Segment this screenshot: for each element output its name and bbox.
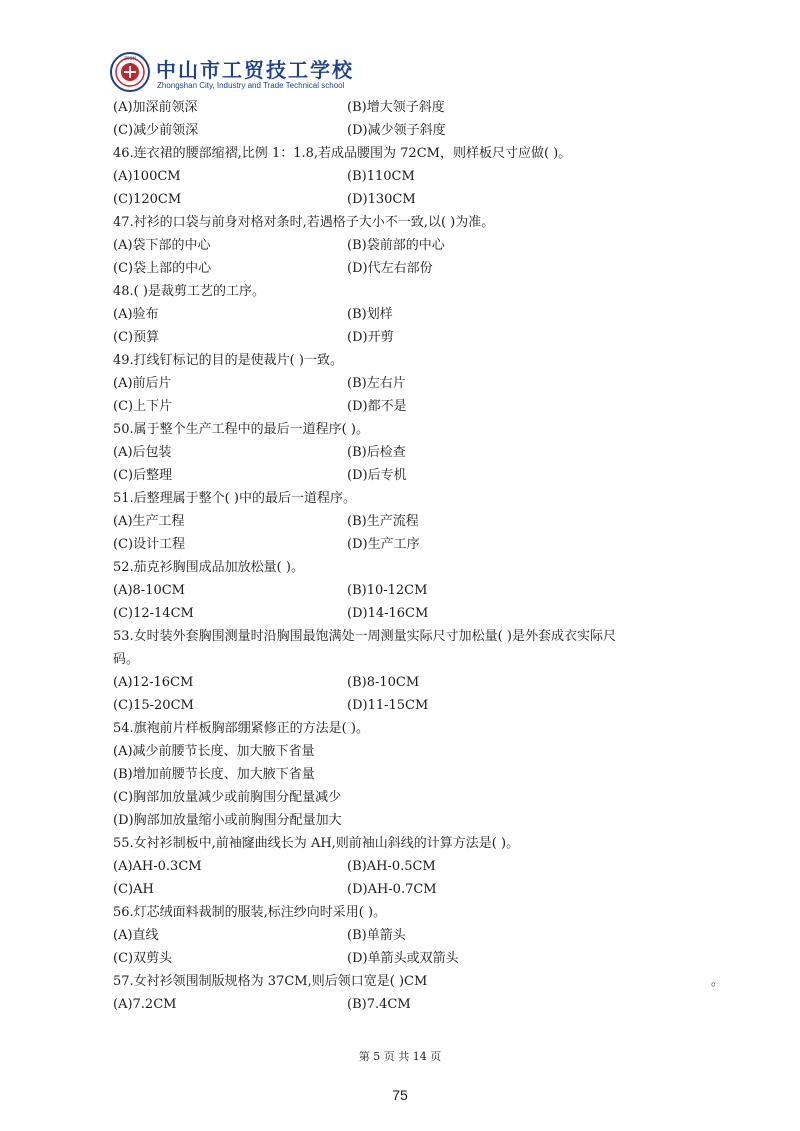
option-left: (C)双剪头 (113, 951, 173, 966)
option-row (113, 234, 703, 257)
page-number: 75 (392, 1087, 408, 1103)
option-row (113, 694, 703, 717)
question-line (113, 211, 703, 234)
question-line (113, 625, 703, 648)
option-row (113, 671, 703, 694)
option-right: (D)130CM (347, 192, 416, 207)
option-row (113, 441, 703, 464)
option-row (113, 993, 703, 1016)
question-text: 50.属于整个生产工程中的最后一道程序( )。 (113, 422, 369, 437)
option-row (113, 602, 703, 625)
option-left: (C)15-20CM (113, 698, 194, 713)
question-line (113, 901, 703, 924)
option-row (113, 257, 703, 280)
option-left: (C)预算 (113, 330, 160, 345)
question-text: 56.灯芯绒面料裁制的服装,标注纱向时采用( )。 (113, 905, 387, 920)
option-row (113, 303, 703, 326)
option-row (113, 924, 703, 947)
question-line (113, 418, 703, 441)
option-row (113, 533, 703, 556)
option-right: (B)8-10CM (347, 675, 420, 690)
option-left: (A)验布 (113, 307, 159, 322)
option-right: (B)单箭头 (347, 928, 406, 943)
question-text: (B)增加前腰节长度、加大腋下省量 (113, 767, 315, 782)
question-line (113, 487, 703, 510)
question-line (113, 648, 703, 671)
option-row (113, 165, 703, 188)
question-line (113, 809, 703, 832)
option-right: (D)开剪 (347, 330, 394, 345)
option-left: (C)上下片 (113, 399, 173, 414)
option-left: (A)后包装 (113, 445, 172, 460)
page-label: 第 5 页 共 14 页 (358, 1050, 442, 1063)
question-text: (A)减少前腰节长度、加大腋下省量 (113, 744, 315, 759)
option-row (113, 326, 703, 349)
option-left: (C)设计工程 (113, 537, 186, 552)
school-name-cn: 中山市工贸技工学校 (156, 58, 354, 82)
option-right: (B)划样 (347, 307, 393, 322)
option-row (113, 855, 703, 878)
question-text: 57.女衬衫领围制版规格为 37CM,则后领口宽是( )CM (113, 974, 428, 989)
option-left: (C)减少前领深 (113, 123, 199, 138)
option-right: (D)11-15CM (347, 698, 429, 713)
option-left: (A)8-10CM (113, 583, 185, 598)
option-right: (B)10-12CM (347, 583, 428, 598)
question-line (113, 832, 703, 855)
option-left: (A)袋下部的中心 (113, 238, 211, 253)
option-right: (B)7.4CM (347, 997, 411, 1012)
option-right: (D)代左右部份 (347, 261, 433, 276)
question-line (113, 280, 703, 303)
question-line (113, 786, 703, 809)
option-row (113, 119, 703, 142)
question-text: (C)胸部加放量减少或前胸围分配量减少 (113, 790, 342, 805)
option-right: (D)AH-0.7CM (347, 882, 437, 897)
option-right: (D)减少领子斜度 (347, 123, 446, 138)
option-row (113, 947, 703, 970)
option-left: (A)7.2CM (113, 997, 177, 1012)
option-right: (B)AH-0.5CM (347, 859, 436, 874)
option-right: (D)14-16CM (347, 606, 429, 621)
question-list (113, 96, 725, 1016)
option-right: (D)生产工序 (347, 537, 420, 552)
school-logo-icon (110, 52, 150, 92)
option-right: (B)增大领子斜度 (347, 100, 445, 115)
question-line (113, 970, 725, 993)
question-line (113, 556, 703, 579)
question-text: 52.茄克衫胸围成品加放松量( )。 (113, 560, 304, 575)
question-text: 码。 (113, 652, 140, 667)
option-left: (A)AH-0.3CM (113, 859, 202, 874)
option-row (113, 395, 703, 418)
option-left: (A)100CM (113, 169, 181, 184)
option-right: (B)110CM (347, 169, 415, 184)
svg-text:ZSGM: ZSGM (124, 56, 136, 61)
option-right: (B)生产流程 (347, 514, 419, 529)
option-left: (C)AH (113, 882, 154, 897)
option-row (113, 510, 703, 533)
option-right: (D)单箭头或双箭头 (347, 951, 459, 966)
question-line (113, 349, 703, 372)
question-tail: 。 (711, 974, 725, 989)
question-text: 54.旗袍前片样板胸部绷紧修正的方法是( )。 (113, 721, 369, 736)
option-left: (A)直线 (113, 928, 159, 943)
question-text: 53.女时装外套胸围测量时沿胸围最饱满处一周测量实际尺寸加松量( )是外套成衣实际尺 (113, 629, 616, 644)
option-right: (B)袋前部的中心 (347, 238, 445, 253)
option-right: (D)后专机 (347, 468, 407, 483)
question-line (113, 717, 703, 740)
question-text: (D)胸部加放量缩小或前胸围分配量加大 (113, 813, 342, 828)
option-row (113, 372, 703, 395)
option-right: (B)左右片 (347, 376, 406, 391)
question-line (113, 740, 703, 763)
option-right: (D)都不是 (347, 399, 407, 414)
option-left: (C)12-14CM (113, 606, 194, 621)
option-row (113, 188, 703, 211)
school-name-en: Zhongshan City, Industry and Trade Technical school (157, 81, 345, 90)
option-row (113, 579, 703, 602)
option-left: (C)袋上部的中心 (113, 261, 212, 276)
option-right: (B)后检查 (347, 445, 406, 460)
question-text: 46.连衣裙的腰部缩褶,比例 1：1.8,若成品腰围为 72CM，则样板尺寸应做( )。 (113, 146, 572, 161)
option-left: (A)生产工程 (113, 514, 185, 529)
option-row (113, 878, 703, 901)
question-text: 48.( )是裁剪工艺的工序。 (113, 284, 265, 299)
option-row (113, 96, 703, 119)
option-left: (A)12-16CM (113, 675, 194, 690)
question-text: 51.后整理属于整个( )中的最后一道程序。 (113, 491, 356, 506)
question-text: 47.衬衫的口袋与前身对格对条时,若遇格子大小不一致,以( )为准。 (113, 215, 495, 230)
option-row (113, 464, 703, 487)
option-left: (A)前后片 (113, 376, 172, 391)
option-left: (C)后整理 (113, 468, 173, 483)
question-text: 55.女衬衫制板中,前袖窿曲线长为 AH,则前袖山斜线的计算方法是( )。 (113, 836, 520, 851)
option-left: (A)加深前领深 (113, 100, 198, 115)
question-text: 49.打线钉标记的目的是使裁片( )一致。 (113, 353, 343, 368)
question-line (113, 763, 703, 786)
option-left: (C)120CM (113, 192, 182, 207)
question-line (113, 142, 703, 165)
